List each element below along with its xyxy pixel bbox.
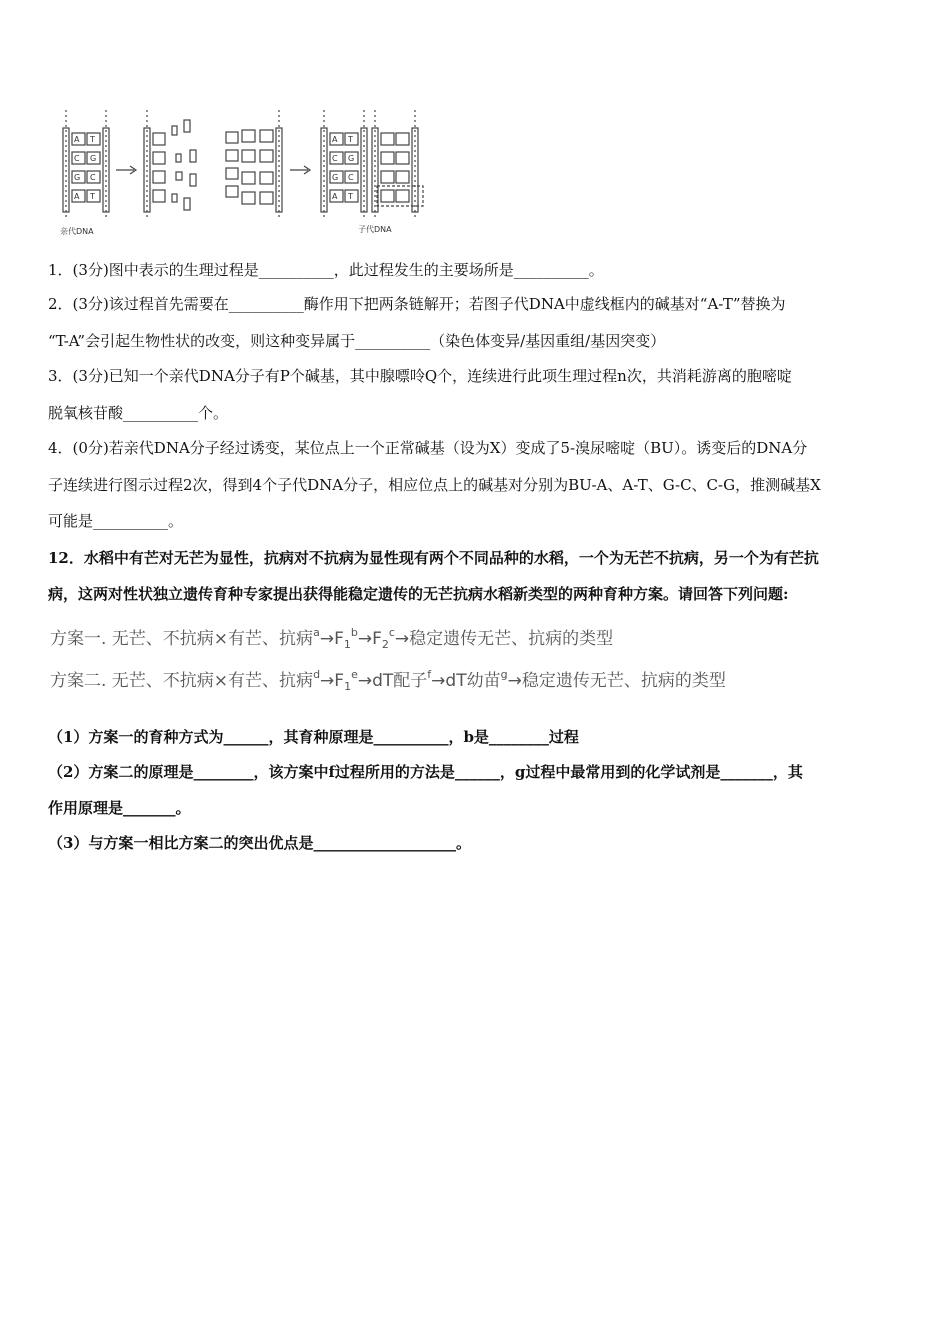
- base-letter: G: [332, 173, 339, 182]
- base-letter: T: [90, 135, 95, 144]
- base-letter: A: [332, 135, 338, 144]
- question-3-line-2: 脱氧核苷酸__________个。: [48, 404, 229, 422]
- parent-dna-diagram: [63, 110, 109, 218]
- base-letter: A: [332, 192, 338, 201]
- base-letter: C: [74, 154, 80, 163]
- question-4-line-2: 子连续进行图示过程2次，得到4个子代DNA分子，相应位点上的碱基对分别为BU-A、A-T、G-C、C-G，推测碱基X: [48, 476, 821, 494]
- base-letter: A: [74, 192, 80, 201]
- question-4-line-1: 4．(0分)若亲代DNA分子经过诱变，某位点上一个正常碱基（设为X）变成了5-溴尿嘧啶（BU）。诱变后的DNA分: [48, 439, 808, 457]
- question-2-line-2: “T-A”会引起生物性状的改变，则这种变异属于__________（染色体变异/基因重组/基因突变）: [48, 332, 666, 350]
- base-letter: C: [332, 154, 338, 163]
- base-letter: C: [90, 173, 96, 182]
- sub-question-3: （3）与方案一相比方案二的突出优点是___________________。: [48, 834, 471, 852]
- child-dna-label: 子代DNA: [358, 225, 392, 234]
- base-letter: A: [74, 135, 80, 144]
- scheme-1: 方案一. 无芒、不抗病×有芒、抗病$^a\to F_1^b\to F_2^c\to$稳定遗传无芒、抗病的类型: [50, 626, 614, 651]
- child-dna-diagram-2: [372, 110, 423, 218]
- arrow-icon: [290, 166, 310, 174]
- unwinding-diagram: [144, 110, 196, 218]
- base-letter: G: [74, 173, 81, 182]
- child-dna-diagram-1: [321, 110, 367, 218]
- question-2-line-1: 2．(3分)该过程首先需要在__________酶作用下把两条链解开；若图子代DNA中虚线框内的碱基对“A-T”替换为: [48, 295, 786, 313]
- scheme-2: 方案二. 无芒、不抗病×有芒、抗病$^d\to F_1^e\to dT$配子$^f$→dT幼苗$^g$→稳定遗传无芒、抗病的类型: [50, 668, 726, 693]
- sub-question-2-line-2: 作用原理是_______。: [48, 799, 191, 817]
- dna-replication-figure: [60, 106, 440, 240]
- arrow-icon: [116, 166, 136, 174]
- breeding-schemes-figure: [50, 622, 726, 694]
- base-letter: C: [348, 173, 354, 182]
- sub-question-2-line-1: （2）方案二的原理是________，该方案中f过程所用的方法是______，g过程中最常用到的化学试剂是_______，其: [48, 763, 803, 781]
- sub-question-1: （1）方案一的育种方式为______，其育种原理是__________，b是________过程: [48, 728, 579, 746]
- question-1: 1．(3分)图中表示的生理过程是__________，此过程发生的主要场所是__________。: [48, 261, 604, 279]
- base-letter: T: [348, 192, 353, 201]
- base-letter: T: [348, 135, 353, 144]
- question-3-line-1: 3．(3分)已知一个亲代DNA分子有P个碱基，其中腺嘌呤Q个，连续进行此项生理过程n次，共消耗游离的胞嘧啶: [48, 367, 792, 385]
- question-12-line-2: 病，这两对性状独立遗传育种专家提出获得能稳定遗传的无芒抗病水稻新类型的两种育种方案。请回答下列问题:: [48, 585, 789, 603]
- synthesis-diagram: [226, 110, 282, 218]
- base-letter: G: [90, 154, 97, 163]
- question-4-line-3: 可能是__________。: [48, 512, 184, 530]
- parent-dna-label: 亲代DNA: [60, 227, 94, 236]
- base-letter: G: [348, 154, 355, 163]
- question-12-line-1: 12．水稻中有芒对无芒为显性，抗病对不抗病为显性现有两个不同品种的水稻，一个为无芒不抗病，另一个为有芒抗: [48, 549, 819, 567]
- base-letter: T: [90, 192, 95, 201]
